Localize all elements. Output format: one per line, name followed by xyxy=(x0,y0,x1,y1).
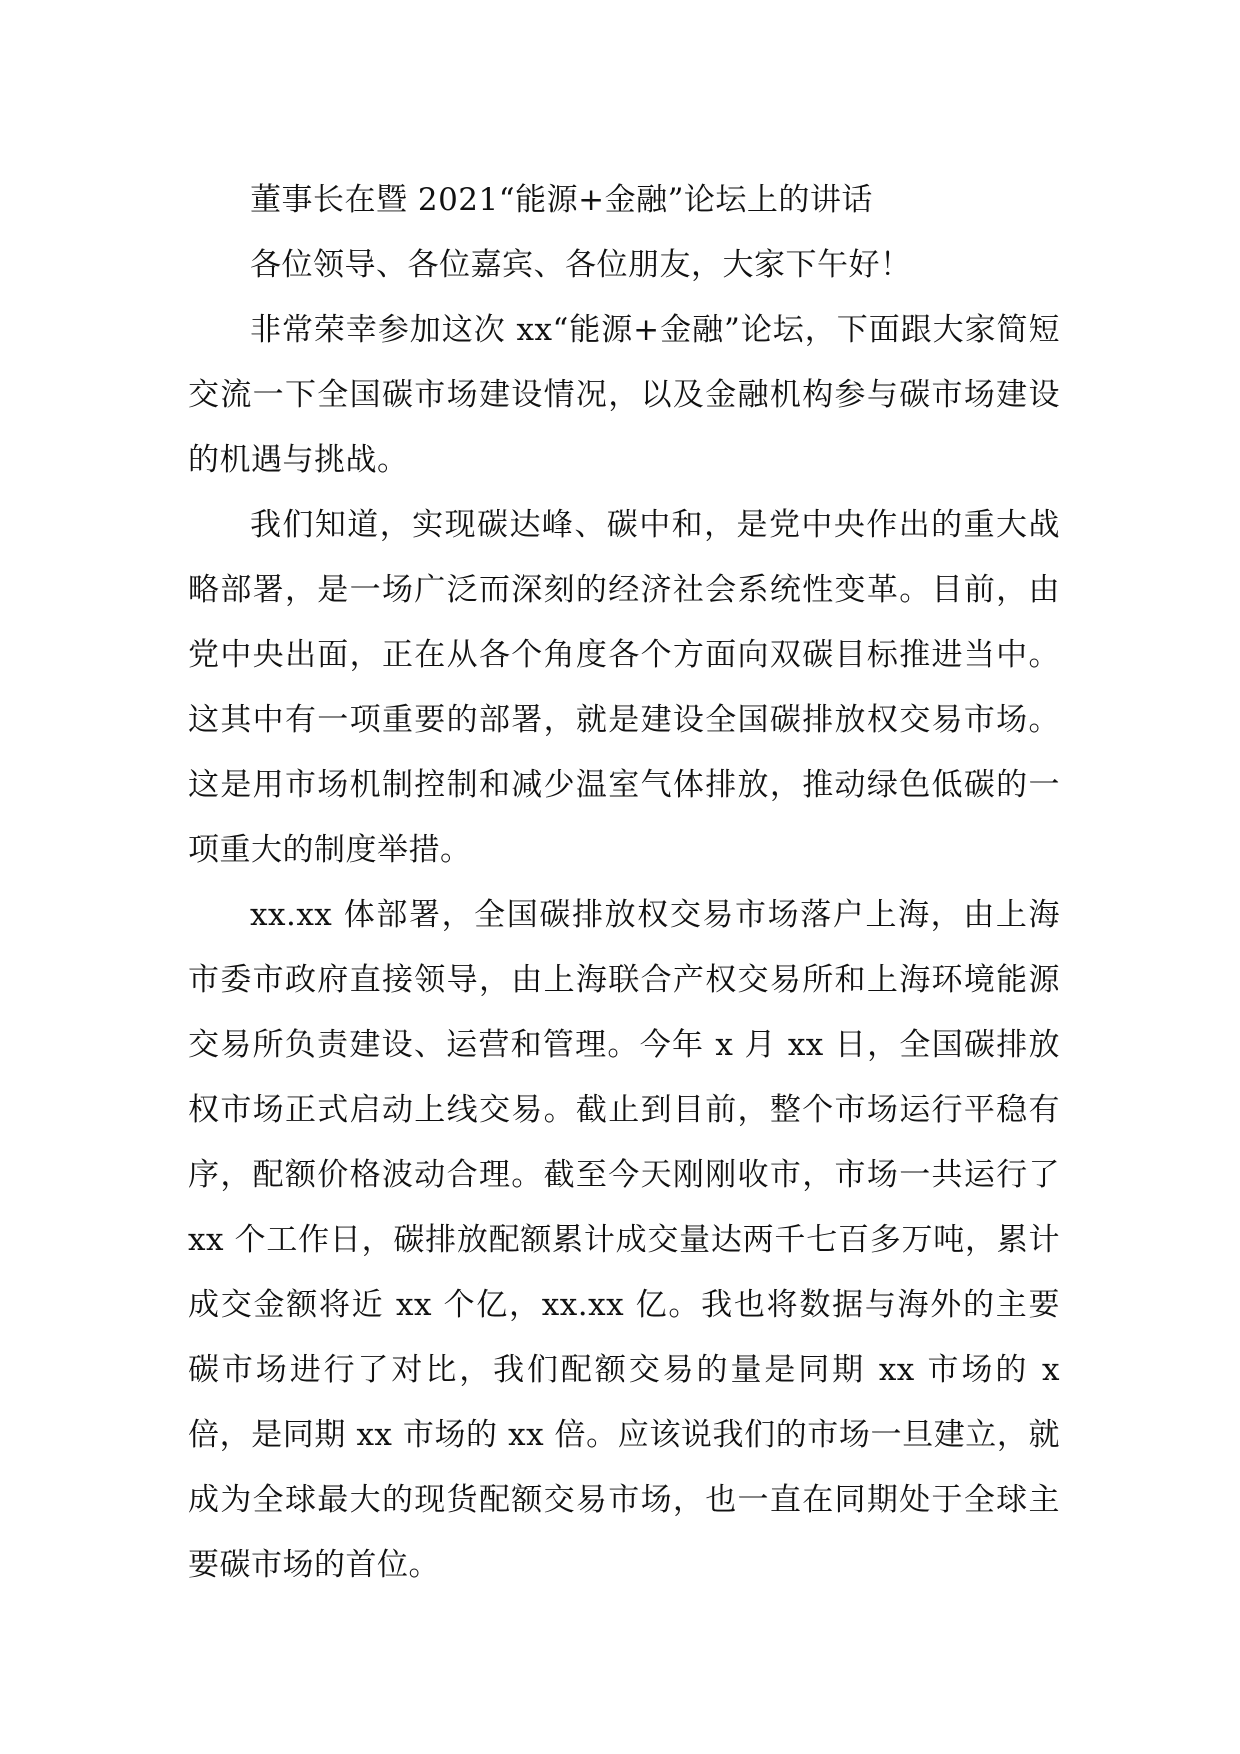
paragraph-carbon-goals: 我们知道，实现碳达峰、碳中和，是党中央作出的重大战略部署，是一场广泛而深刻的经济社会系统性变革。目前，由党中央出面，正在从各个角度各个方面向双碳目标推进当中。这其中有一项重要的部署，就是建设全国碳排放权交易市场。这是用市场机制控制和减少温室气体排放，推动绿色低碳的一项重大的制度举措。 xyxy=(188,507,1060,868)
paragraph-intro: 非常荣幸参加这次 xx“能源+金融”论坛，下面跟大家简短交流一下全国碳市场建设情况，以及金融机构参与碳市场建设的机遇与挑战。 xyxy=(188,312,1060,478)
paragraph-greeting: 各位领导、各位嘉宾、各位朋友，大家下午好！ xyxy=(250,247,912,283)
speech-title: 董事长在暨 2021“能源+金融”论坛上的讲话 xyxy=(250,182,873,218)
paragraph-market-status: xx.xx 体部署，全国碳排放权交易市场落户上海，由上海市委市政府直接领导，由上海联合产权交易所和上海环境能源交易所负责建设、运营和管理。今年 x 月 xx 日，全国碳排放权市场正式启动上线交易。截止到目前，整个市场运行平稳有序，配额价格波动合理。截至今天刚刚收市，市场一共运行了 xx 个工作日，碳排放配额累计成交量达两千七百多万吨，累计成交金额将近 xx 个亿，xx.xx 亿。我也将数据与海外的主要碳市场进行了对比，我们配额交易的量是同期 xx 市场的 x 倍，是同期 xx 市场的 xx 倍。应该说我们的市场一旦建立，就成为全球最大的现货配额交易市场，也一直在同期处于全球主要碳市场的首位。 xyxy=(188,897,1060,1583)
document-body xyxy=(188,168,1060,1598)
